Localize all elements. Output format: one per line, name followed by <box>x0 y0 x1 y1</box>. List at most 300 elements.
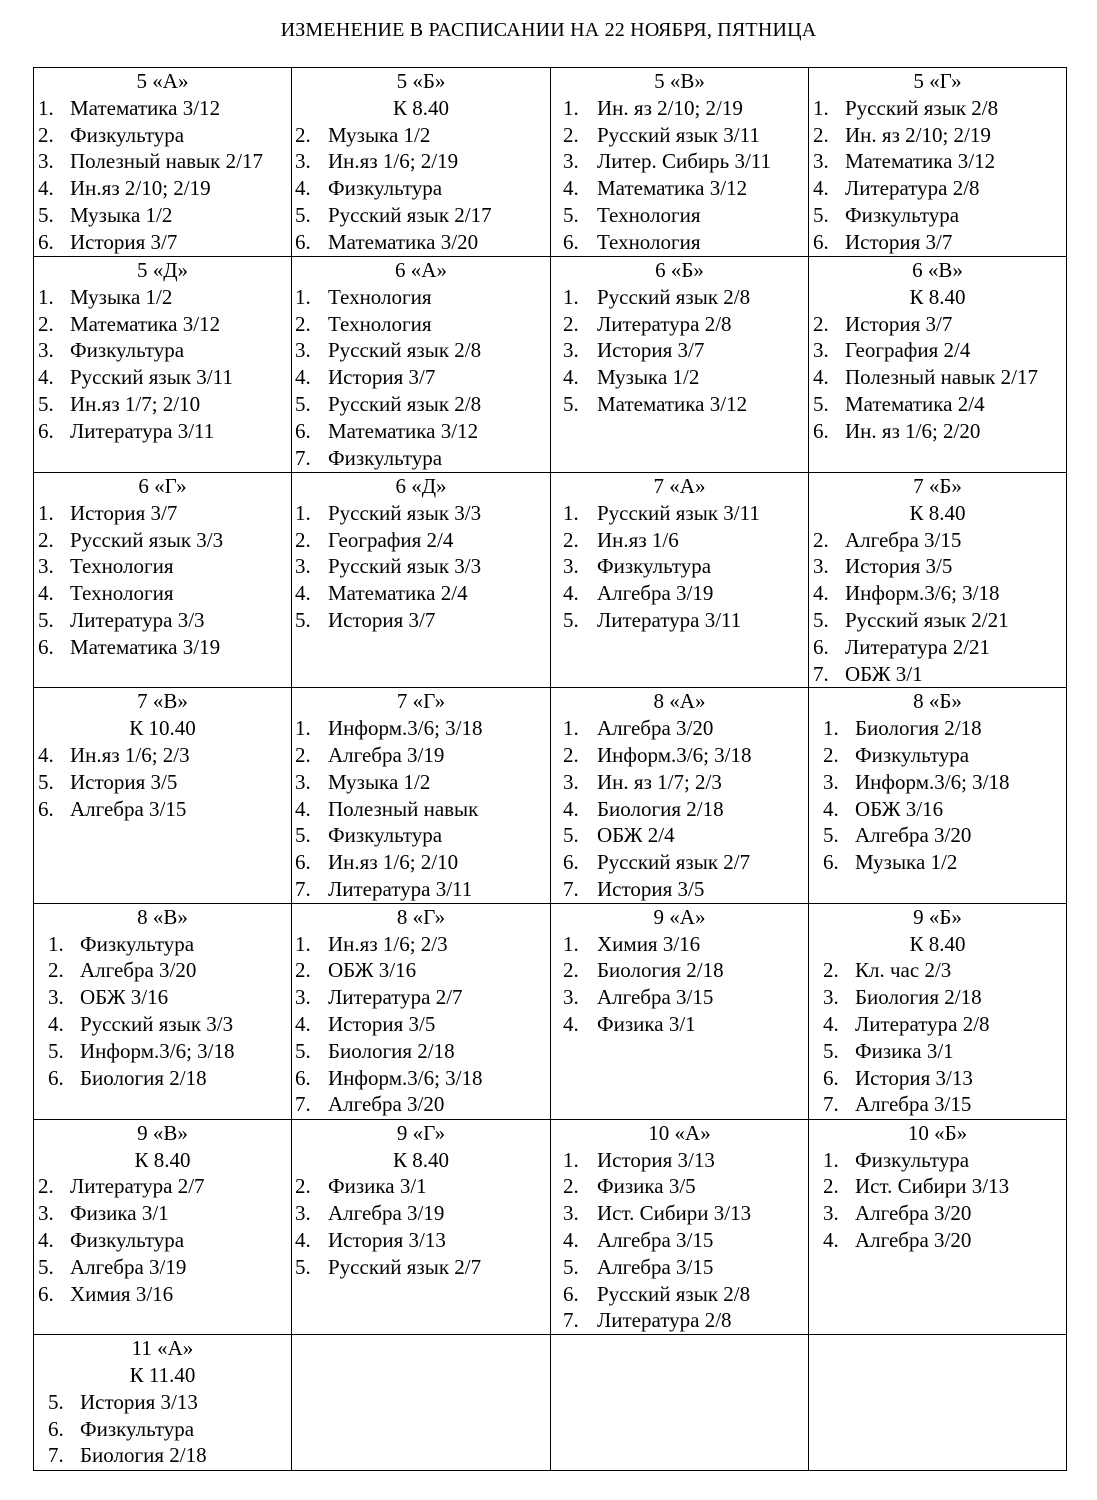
lesson-number: 2. <box>823 1174 839 1199</box>
lesson-number: 1. <box>295 500 311 525</box>
lesson-number: 6. <box>48 1065 64 1090</box>
lesson-item <box>551 311 808 338</box>
lesson-number: 7. <box>563 876 579 901</box>
lesson-item <box>34 553 291 580</box>
lesson-item <box>551 607 808 634</box>
lesson-item <box>809 984 1066 1011</box>
start-time: К 8.40 <box>909 500 966 525</box>
lesson-item <box>292 527 550 554</box>
lesson-number: 4. <box>563 176 579 201</box>
lesson-list <box>809 1147 1066 1254</box>
lesson-subject: Физика 3/1 <box>328 1174 427 1199</box>
lesson-item <box>551 364 808 391</box>
lesson-item <box>34 1065 291 1092</box>
lesson-subject: Технология <box>328 284 432 309</box>
schedule-row <box>34 473 1067 688</box>
lesson-subject: Математика 3/20 <box>328 229 479 254</box>
lesson-number: 1. <box>563 931 579 956</box>
class-name: 10 «Б» <box>907 1120 968 1145</box>
lesson-number: 6. <box>563 1281 579 1306</box>
class-name: 5 «Г» <box>913 69 962 93</box>
lesson-item <box>809 580 1066 607</box>
lesson-item <box>292 175 550 202</box>
lesson-item <box>292 1227 550 1254</box>
lesson-number: 2. <box>563 122 579 147</box>
class-name: 8 «Б» <box>913 689 962 714</box>
class-cell <box>292 688 551 903</box>
lesson-subject: Физика 3/5 <box>597 1174 696 1199</box>
class-name: 9 «Б» <box>913 904 962 929</box>
lesson-subject: Музыка 1/2 <box>70 284 173 309</box>
lesson-subject: Математика 2/4 <box>328 581 468 606</box>
lesson-number: 4. <box>563 581 579 606</box>
lesson-subject: Ин.яз 1/6; 2/3 <box>328 931 448 956</box>
lesson-number: 2. <box>295 527 311 552</box>
lesson-number: 1. <box>38 284 54 309</box>
lesson-list <box>551 284 808 418</box>
lesson-item <box>809 337 1066 364</box>
lesson-subject: Физкультура <box>855 1147 970 1172</box>
lesson-item <box>292 445 550 472</box>
lesson-number: 5. <box>823 823 839 848</box>
lesson-number: 7. <box>295 1092 311 1117</box>
lesson-subject: Биология 2/18 <box>855 716 982 741</box>
lesson-list <box>34 95 291 256</box>
lesson-item <box>551 175 808 202</box>
lesson-number: 3. <box>823 985 839 1010</box>
lesson-item <box>292 1254 550 1281</box>
start-time: К 11.40 <box>129 1362 196 1387</box>
lesson-subject: История 3/7 <box>845 229 953 254</box>
lesson-subject: Музыка 1/2 <box>328 769 431 794</box>
lesson-item <box>809 311 1066 338</box>
lesson-number: 4. <box>813 176 829 201</box>
lesson-number: 2. <box>563 958 579 983</box>
lesson-item <box>551 1281 808 1308</box>
schedule-row <box>34 903 1067 1119</box>
lesson-item <box>34 1442 291 1469</box>
lesson-subject: Физкультура <box>328 445 443 470</box>
lesson-subject: История 3/13 <box>328 1227 446 1252</box>
class-name: 8 «А» <box>653 689 706 714</box>
lesson-subject: Русский язык 3/11 <box>70 365 233 390</box>
class-name: 9 «А» <box>653 904 706 929</box>
lesson-number: 2. <box>813 527 829 552</box>
lesson-number: 4. <box>823 796 839 821</box>
lesson-item <box>292 1011 550 1038</box>
lesson-list <box>34 284 291 445</box>
class-name: 7 «В» <box>137 689 188 714</box>
lesson-subject: Биология 2/18 <box>855 985 982 1010</box>
lesson-subject: Физика 3/1 <box>597 1011 696 1036</box>
class-cell <box>292 473 551 688</box>
lesson-subject: ОБЖ 3/16 <box>328 958 417 983</box>
lesson-number: 3. <box>38 149 54 174</box>
lesson-number: 5. <box>295 823 311 848</box>
lesson-item <box>292 849 550 876</box>
lesson-item <box>551 95 808 122</box>
lesson-item <box>809 1227 1066 1254</box>
lesson-number: 4. <box>813 581 829 606</box>
lesson-item <box>809 1200 1066 1227</box>
lesson-subject: Литература 3/11 <box>597 607 742 632</box>
lesson-subject: История 3/13 <box>80 1389 198 1414</box>
lesson-item <box>809 553 1066 580</box>
lesson-subject: Ист. Сибири 3/13 <box>597 1201 752 1226</box>
lesson-item <box>34 1416 291 1443</box>
lesson-subject: История 3/7 <box>70 500 178 525</box>
lesson-subject: Ин.яз 1/6 <box>597 527 679 552</box>
lesson-item <box>34 337 291 364</box>
lesson-subject: ОБЖ 3/1 <box>845 661 923 686</box>
lesson-item <box>292 418 550 445</box>
lesson-subject: Алгебра 3/15 <box>855 1092 972 1117</box>
lesson-subject: История 3/7 <box>70 229 178 254</box>
lesson-subject: Математика 3/12 <box>597 391 748 416</box>
lesson-item <box>551 553 808 580</box>
empty-cell <box>809 1335 1067 1471</box>
lesson-item <box>809 95 1066 122</box>
lesson-list <box>551 500 808 634</box>
lesson-item <box>292 1173 550 1200</box>
lesson-subject: Ин. яз 1/6; 2/20 <box>845 418 981 443</box>
lesson-item <box>292 122 550 149</box>
class-cell <box>34 257 292 473</box>
lesson-number: 2. <box>563 742 579 767</box>
lesson-number: 7. <box>295 876 311 901</box>
class-name: 5 «В» <box>654 69 705 93</box>
lesson-item <box>34 742 291 769</box>
lesson-item <box>34 95 291 122</box>
lesson-list <box>34 931 291 1092</box>
lesson-list <box>34 500 291 661</box>
lesson-subject: Математика 3/12 <box>597 176 748 201</box>
lesson-number: 6. <box>563 229 579 254</box>
lesson-item <box>551 822 808 849</box>
lesson-item <box>34 527 291 554</box>
lesson-subject: ОБЖ 2/4 <box>597 823 675 848</box>
lesson-number: 1. <box>38 500 54 525</box>
lesson-subject: Биология 2/18 <box>80 1065 207 1090</box>
class-cell <box>809 1119 1067 1334</box>
lesson-subject: Алгебра 3/20 <box>597 716 714 741</box>
class-name: 10 «А» <box>648 1120 711 1145</box>
lesson-item <box>292 1065 550 1092</box>
lesson-number: 3. <box>295 769 311 794</box>
lesson-list <box>809 311 1066 445</box>
lesson-number: 5. <box>295 1254 311 1279</box>
lesson-number: 4. <box>38 176 54 201</box>
lesson-subject: Литература 2/7 <box>70 1174 205 1199</box>
lesson-item <box>551 527 808 554</box>
lesson-number: 1. <box>823 716 839 741</box>
lesson-number: 5. <box>295 202 311 227</box>
lesson-number: 5. <box>563 823 579 848</box>
lesson-subject: Русский язык 2/8 <box>328 391 482 416</box>
lesson-subject: ОБЖ 3/16 <box>855 796 944 821</box>
lesson-subject: Алгебра 3/20 <box>855 1227 972 1252</box>
lesson-number: 1. <box>823 1147 839 1172</box>
lesson-subject: Полезный навык 2/17 <box>70 149 263 174</box>
lesson-subject: Физкультура <box>80 1416 195 1441</box>
lesson-item <box>34 284 291 311</box>
lesson-number: 5. <box>295 1038 311 1063</box>
lesson-number: 2. <box>38 527 54 552</box>
class-cell <box>551 257 809 473</box>
lesson-item <box>551 391 808 418</box>
lesson-item <box>292 1038 550 1065</box>
lesson-subject: Ин.яз 2/10; 2/19 <box>70 176 211 201</box>
lesson-item <box>551 1227 808 1254</box>
lesson-number: 1. <box>48 931 64 956</box>
lesson-subject: Биология 2/18 <box>597 958 724 983</box>
lesson-subject: Литература 2/8 <box>855 1011 990 1036</box>
lesson-item <box>34 984 291 1011</box>
lesson-number: 5. <box>563 202 579 227</box>
class-cell <box>551 1119 809 1334</box>
lesson-number: 7. <box>563 1308 579 1333</box>
class-name: 6 «Г» <box>138 474 187 498</box>
lesson-number: 4. <box>295 1227 311 1252</box>
lesson-subject: География 2/4 <box>328 527 454 552</box>
lesson-number: 2. <box>563 311 579 336</box>
lesson-item <box>809 1065 1066 1092</box>
lesson-item <box>292 957 550 984</box>
lesson-item <box>34 1011 291 1038</box>
lesson-item <box>292 148 550 175</box>
lesson-number: 6. <box>38 229 54 254</box>
lesson-number: 1. <box>563 284 579 309</box>
lesson-subject: Ин.яз 1/6; 2/3 <box>70 742 190 767</box>
lesson-item <box>34 1200 291 1227</box>
lesson-item <box>292 742 550 769</box>
class-cell <box>809 68 1067 257</box>
lesson-number: 7. <box>295 445 311 470</box>
lesson-subject: Полезный навык <box>328 796 479 821</box>
lesson-subject: Русский язык 3/11 <box>597 122 760 147</box>
lesson-subject: Литература 2/8 <box>597 1308 732 1333</box>
lesson-subject: Русский язык 2/8 <box>597 1281 751 1306</box>
lesson-item <box>809 122 1066 149</box>
lesson-subject: Русский язык 2/17 <box>328 202 492 227</box>
lesson-subject: Алгебра 3/15 <box>597 1227 714 1252</box>
lesson-item <box>551 984 808 1011</box>
lesson-number: 1. <box>563 500 579 525</box>
lesson-item <box>34 1038 291 1065</box>
lesson-number: 3. <box>563 149 579 174</box>
lesson-subject: Технология <box>597 202 701 227</box>
page-title: ИЗМЕНЕНИЕ В РАСПИСАНИИ НА 22 НОЯБРЯ, ПЯТНИЦА <box>280 19 817 41</box>
lesson-item <box>34 500 291 527</box>
lesson-subject: Математика 3/12 <box>70 95 221 120</box>
lesson-number: 6. <box>813 229 829 254</box>
lesson-number: 3. <box>38 338 54 363</box>
lesson-list <box>292 715 550 903</box>
lesson-subject: Ин.яз 1/6; 2/19 <box>328 149 459 174</box>
lesson-subject: Ин. яз 2/10; 2/19 <box>597 95 743 120</box>
lesson-number: 4. <box>295 796 311 821</box>
lesson-item <box>809 527 1066 554</box>
lesson-subject: История 3/5 <box>845 554 953 579</box>
lesson-list <box>551 931 808 1038</box>
lesson-list <box>292 122 550 256</box>
lesson-number: 3. <box>563 985 579 1010</box>
lesson-number: 5. <box>813 607 829 632</box>
lesson-item <box>551 1200 808 1227</box>
lesson-number: 3. <box>823 769 839 794</box>
lesson-number: 3. <box>295 149 311 174</box>
class-cell <box>34 473 292 688</box>
lesson-subject: Русский язык 2/8 <box>328 338 482 363</box>
lesson-number: 3. <box>48 985 64 1010</box>
lesson-number: 3. <box>813 149 829 174</box>
lesson-subject: Алгебра 3/19 <box>328 1201 445 1226</box>
lesson-subject: Технология <box>328 311 432 336</box>
lesson-number: 3. <box>295 985 311 1010</box>
lesson-item <box>34 229 291 256</box>
lesson-number: 4. <box>563 1227 579 1252</box>
class-name: 6 «Б» <box>655 258 704 282</box>
lesson-item <box>551 1173 808 1200</box>
lesson-item <box>551 1254 808 1281</box>
start-time: К 8.40 <box>909 284 966 309</box>
start-time: К 8.40 <box>909 931 966 956</box>
lesson-subject: Литература 2/21 <box>845 634 991 659</box>
lesson-number: 5. <box>813 202 829 227</box>
lesson-number: 6. <box>295 229 311 254</box>
lesson-item <box>551 742 808 769</box>
lesson-number: 5. <box>295 607 311 632</box>
lesson-number: 4. <box>823 1227 839 1252</box>
lesson-subject: География 2/4 <box>845 338 971 363</box>
lesson-list <box>551 95 808 256</box>
class-cell <box>551 68 809 257</box>
class-name: 9 «Г» <box>396 1120 446 1145</box>
lesson-item <box>551 500 808 527</box>
lesson-subject: Ин. яз 1/7; 2/3 <box>597 769 722 794</box>
lesson-number: 7. <box>813 661 829 686</box>
lesson-item <box>292 311 550 338</box>
empty-cell <box>292 1335 551 1471</box>
lesson-item <box>292 876 550 903</box>
lesson-item <box>34 175 291 202</box>
lesson-list <box>34 1389 291 1469</box>
lesson-subject: История 3/7 <box>328 607 436 632</box>
lesson-number: 6. <box>823 1065 839 1090</box>
lesson-list <box>809 527 1066 688</box>
lesson-subject: Алгебра 3/20 <box>855 823 972 848</box>
lesson-subject: ОБЖ 3/16 <box>80 985 169 1010</box>
lesson-subject: Алгебра 3/15 <box>70 796 187 821</box>
lesson-subject: Алгебра 3/20 <box>855 1201 972 1226</box>
lesson-subject: Русский язык 2/8 <box>597 284 751 309</box>
lesson-number: 3. <box>813 554 829 579</box>
lesson-number: 5. <box>38 391 54 416</box>
lesson-subject: История 3/7 <box>597 338 705 363</box>
lesson-subject: Кл. час 2/3 <box>855 958 952 983</box>
lesson-subject: Математика 3/12 <box>70 311 221 336</box>
lesson-subject: История 3/5 <box>328 1011 436 1036</box>
lesson-list <box>809 957 1066 1118</box>
lesson-subject: Ин.яз 1/7; 2/10 <box>70 391 201 416</box>
lesson-item <box>34 391 291 418</box>
lesson-number: 3. <box>563 554 579 579</box>
lesson-number: 4. <box>295 176 311 201</box>
lesson-item <box>551 876 808 903</box>
lesson-subject: Технология <box>597 229 701 254</box>
class-cell <box>34 903 292 1119</box>
lesson-item <box>292 715 550 742</box>
class-name: 5 «Д» <box>136 258 189 282</box>
lesson-subject: Ист. Сибири 3/13 <box>855 1174 1010 1199</box>
lesson-number: 4. <box>48 1011 64 1036</box>
lesson-item <box>292 931 550 958</box>
lesson-item <box>809 148 1066 175</box>
class-name: 11 «А» <box>131 1336 194 1361</box>
lesson-subject: История 3/13 <box>855 1065 973 1090</box>
lesson-item <box>551 1011 808 1038</box>
lesson-item <box>34 931 291 958</box>
lesson-number: 6. <box>38 418 54 443</box>
lesson-subject: История 3/5 <box>70 769 178 794</box>
lesson-number: 2. <box>295 311 311 336</box>
lesson-item <box>809 202 1066 229</box>
lesson-subject: Физкультура <box>70 122 185 147</box>
lesson-item <box>292 796 550 823</box>
lesson-number: 4. <box>38 581 54 606</box>
class-cell <box>551 688 809 903</box>
lesson-item <box>292 984 550 1011</box>
lesson-number: 4. <box>563 365 579 390</box>
lesson-subject: Русский язык 3/3 <box>328 500 482 525</box>
lesson-subject: Информ.3/6; 3/18 <box>328 716 483 741</box>
lesson-item <box>34 202 291 229</box>
start-time: К 8.40 <box>392 1147 449 1172</box>
class-name: 8 «В» <box>137 904 188 929</box>
lesson-item <box>34 1173 291 1200</box>
lesson-list <box>292 500 550 634</box>
lesson-item <box>34 957 291 984</box>
lesson-number: 4. <box>563 1011 579 1036</box>
schedule-row <box>34 1335 1067 1471</box>
lesson-item <box>34 122 291 149</box>
lesson-subject: Русский язык 2/7 <box>597 850 751 875</box>
class-cell <box>34 1119 292 1334</box>
lesson-subject: Литература 3/11 <box>70 418 215 443</box>
lesson-item <box>34 634 291 661</box>
lesson-subject: Ин.яз 1/6; 2/10 <box>328 850 459 875</box>
lesson-subject: Музыка 1/2 <box>328 122 431 147</box>
class-cell <box>292 903 551 1119</box>
lesson-item <box>809 849 1066 876</box>
lesson-number: 6. <box>813 634 829 659</box>
class-cell <box>551 473 809 688</box>
lesson-list <box>292 284 550 472</box>
lesson-item <box>809 822 1066 849</box>
lesson-number: 1. <box>295 284 311 309</box>
class-cell <box>551 903 809 1119</box>
lesson-list <box>292 931 550 1119</box>
lesson-item <box>809 634 1066 661</box>
lesson-item <box>809 796 1066 823</box>
lesson-item <box>551 931 808 958</box>
lesson-number: 2. <box>295 1174 311 1199</box>
lesson-number: 6. <box>295 850 311 875</box>
lesson-subject: Русский язык 3/3 <box>328 554 482 579</box>
lesson-subject: Русский язык 2/7 <box>328 1254 482 1279</box>
lesson-item <box>34 580 291 607</box>
lesson-item <box>551 284 808 311</box>
